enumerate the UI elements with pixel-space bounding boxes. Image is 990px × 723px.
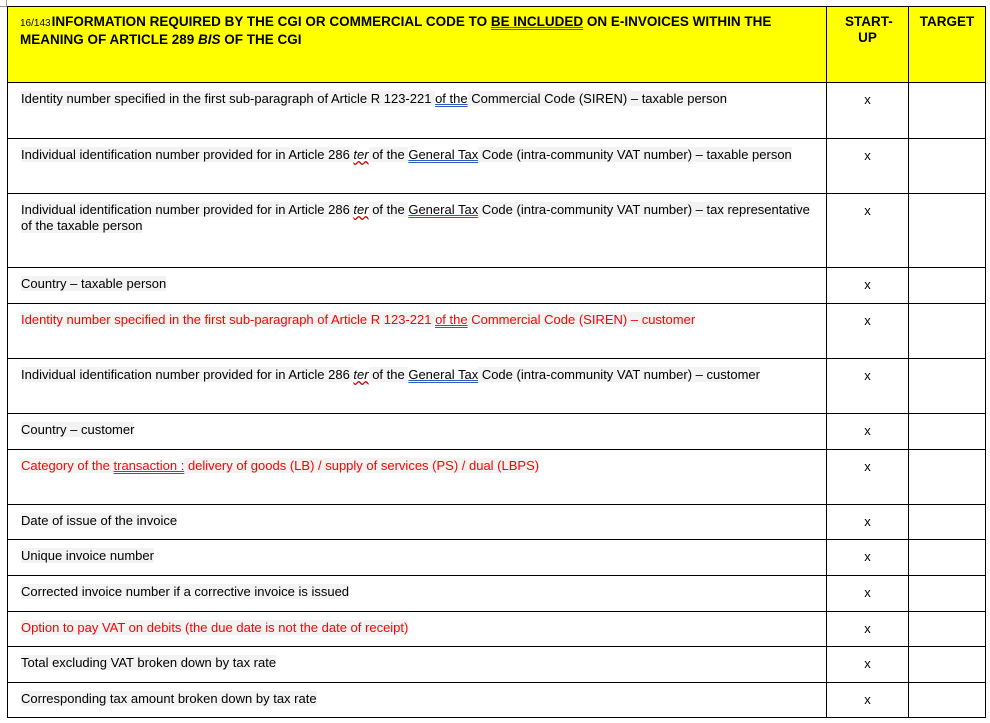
requirement-cell: [8, 450, 827, 505]
table-row: [8, 505, 986, 540]
startup-cell: [827, 612, 909, 647]
target-cell: [909, 540, 986, 576]
target-mark: [909, 576, 985, 585]
startup-mark: x: [864, 656, 871, 671]
startup-cell: [827, 83, 909, 139]
requirement-text: Individual identification number provided for in Article 286 ter of the General Tax Code (intra-community VAT number) – tax representative of the taxable person: [21, 202, 810, 233]
page-corner-mark: [0, 0, 7, 7]
target-cell: [909, 612, 986, 647]
table-header-row: [8, 7, 986, 83]
startup-mark: x: [864, 368, 871, 383]
target-mark: [909, 505, 985, 514]
target-mark: [909, 683, 985, 692]
text-cursor: [985, 512, 986, 530]
table-row: [8, 450, 986, 505]
requirement-text: Identity number specified in the first sub-paragraph of Article R 123-221 of the Commercial Code (SIREN) – taxable person: [21, 91, 727, 106]
startup-mark: x: [864, 277, 871, 292]
requirement-cell: [8, 576, 827, 612]
header-title: 16/143INFORMATION REQUIRED BY THE CGI OR COMMERCIAL CODE TO BE INCLUDED ON E-INVOICES WITHIN THE MEANING OF ARTICLE 289 BIS OF THE CGI: [20, 14, 772, 47]
table-row: [8, 576, 986, 612]
startup-mark: x: [864, 549, 871, 564]
startup-cell: [827, 139, 909, 194]
startup-cell: [827, 414, 909, 450]
target-mark: [909, 268, 985, 277]
target-cell: [909, 683, 986, 718]
table-row: [8, 612, 986, 647]
requirement-cell: [8, 683, 827, 718]
target-cell: [909, 576, 986, 612]
header-startup: START-UP: [827, 7, 909, 83]
target-mark: [909, 359, 985, 368]
target-cell: [909, 83, 986, 139]
startup-cell: [827, 304, 909, 359]
requirement-cell: [8, 139, 827, 194]
requirement-text: Date of issue of the invoice: [21, 513, 178, 528]
requirement-text: Corresponding tax amount broken down by tax rate: [21, 691, 317, 706]
requirement-cell: [8, 414, 827, 450]
requirement-text: Individual identification number provided for in Article 286 ter of the General Tax Code (intra-community VAT number) – customer: [21, 367, 760, 382]
requirement-cell: [8, 194, 827, 268]
requirement-cell: [8, 268, 827, 304]
target-mark: [909, 647, 985, 656]
startup-mark: x: [864, 148, 871, 163]
startup-cell: [827, 450, 909, 505]
table-row: [8, 268, 986, 304]
table-row: [8, 414, 986, 450]
startup-mark: x: [864, 459, 871, 474]
requirement-cell: [8, 304, 827, 359]
target-mark: [909, 139, 985, 148]
startup-cell: [827, 683, 909, 718]
target-cell: [909, 647, 986, 683]
requirement-cell: [8, 612, 827, 647]
table-row: [8, 139, 986, 194]
requirement-cell: [8, 83, 827, 139]
requirement-text: Identity number specified in the first sub-paragraph of Article R 123-221 of the Commercial Code (SIREN) – customer: [21, 312, 696, 327]
startup-mark: x: [864, 585, 871, 600]
header-target: TARGET: [909, 7, 986, 83]
requirement-text: Unique invoice number: [21, 548, 154, 563]
startup-cell: [827, 540, 909, 576]
target-mark: [909, 414, 985, 423]
table-row: [8, 83, 986, 139]
requirement-text: Individual identification number provided for in Article 286 ter of the General Tax Code (intra-community VAT number) – taxable person: [21, 147, 792, 162]
startup-mark: x: [864, 423, 871, 438]
requirement-text: Option to pay VAT on debits (the due date is not the date of receipt): [21, 620, 409, 635]
requirement-text: Country – taxable person: [21, 276, 167, 291]
startup-cell: [827, 647, 909, 683]
startup-mark: x: [864, 313, 871, 328]
startup-cell: [827, 268, 909, 304]
target-mark: [909, 450, 985, 459]
table-row: [8, 304, 986, 359]
target-mark: [909, 612, 985, 621]
target-cell: [909, 139, 986, 194]
page-number: 16/143: [20, 18, 51, 29]
target-cell: [909, 359, 986, 414]
startup-mark: x: [864, 621, 871, 636]
target-cell: [909, 505, 986, 540]
target-mark: [909, 540, 985, 549]
target-cell: [909, 450, 986, 505]
table-row: [8, 194, 986, 268]
requirement-text: Corrected invoice number if a corrective invoice is issued: [21, 584, 350, 599]
startup-cell: [827, 194, 909, 268]
startup-mark: x: [864, 92, 871, 107]
table-row: [8, 683, 986, 718]
target-mark: [909, 194, 985, 203]
target-cell: [909, 304, 986, 359]
requirement-cell: [8, 647, 827, 683]
header-title-cell: [8, 7, 827, 83]
startup-mark: x: [864, 692, 871, 707]
requirement-cell: [8, 540, 827, 576]
startup-mark: x: [864, 203, 871, 218]
target-cell: [909, 268, 986, 304]
table-row: [8, 540, 986, 576]
startup-cell: [827, 576, 909, 612]
target-cell: [909, 414, 986, 450]
requirement-cell: [8, 359, 827, 414]
requirement-cell: [8, 505, 827, 540]
table-row: [8, 359, 986, 414]
target-mark: [909, 83, 985, 92]
requirement-text: Total excluding VAT broken down by tax rate: [21, 655, 277, 670]
startup-cell: [827, 505, 909, 540]
target-mark: [909, 304, 985, 313]
requirement-text: Category of the transaction : delivery of goods (LB) / supply of services (PS) / dual (LBPS): [21, 458, 540, 473]
requirement-text: Country – customer: [21, 422, 135, 437]
startup-mark: x: [864, 514, 871, 529]
requirements-table: [7, 6, 986, 718]
target-cell: [909, 194, 986, 268]
startup-cell: [827, 359, 909, 414]
table-row: [8, 647, 986, 683]
